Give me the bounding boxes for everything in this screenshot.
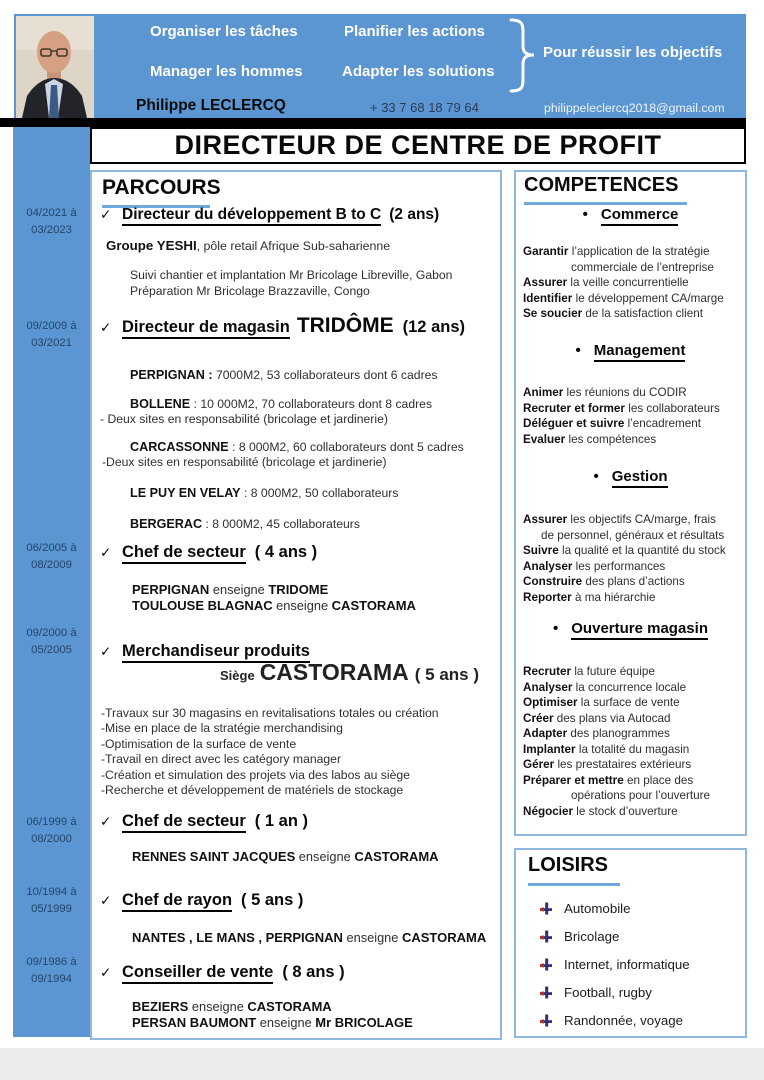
store-line: PERPIGNAN : 7000M2, 53 collaborateurs dont 6 cadres [130,368,438,382]
competence-line: Gérer les prestataires extérieurs [523,758,692,771]
hobby-item [540,922,690,950]
experience-title: ✓ Directeur du développement B to C (2 ans) [100,206,439,224]
date-range: 10/1994 à 05/1999 [26,886,77,915]
competence-line: opérations pour l’ouverture [571,789,711,802]
competence-subheading: • Commerce [516,206,745,224]
assignment-lines: BEZIERS enseigne CASTORAMA PERSAN BAUMONT enseigne Mr BRICOLAGE [132,999,413,1030]
store-line: - Deux sites en responsabilité (bricolage et jardinerie) [100,412,388,426]
experience-title: ✓ Merchandiseur produits [100,642,310,661]
competence-line: Recruter et former les collaborateurs [523,401,720,415]
task-line: -Travail en direct avec les catégory manager [101,752,342,767]
competence-line: Identifier le développement CA/marge [523,291,724,305]
experience-title: ✓ Chef de secteur ( 1 an ) [100,812,308,831]
check-icon: ✓ [100,545,112,561]
competence-line: Préparer et mettre en place des [523,773,694,787]
competence-lines [523,512,745,605]
email-address: philippeleclercq2018@gmail.com [544,101,725,115]
hobby-label: Football, rugby [564,984,652,1000]
header-phrase-planifier: Planifier les actions [344,23,485,40]
date-range: 09/1986 à 09/1994 [26,956,77,985]
task-line: -Mise en place de la stratégie merchandising [101,721,343,736]
document-title: DIRECTEUR DE CENTRE DE PROFIT [174,130,662,160]
assignment-lines: NANTES , LE MANS , PERPIGNAN enseigne CASTORAMA [132,930,487,945]
hobby-item [540,894,690,922]
competence-line: Déléguer et suivre l’encadrement [523,417,702,430]
competence-subheading: • Gestion [516,468,745,486]
competence-line: Construire des plans d’actions [523,575,685,588]
experience-details: Suivi chantier et implantation Mr Bricolage Libreville, Gabon Préparation Mr Bricolage Brazzaville, Congo [130,268,453,298]
header-phrase-manager: Manager les hommes [150,63,303,80]
task-line: -Optimisation de la surface de vente [101,736,297,751]
check-icon: ✓ [100,644,112,660]
header-phrase-organiser: Organiser les tâches [150,23,298,40]
assignment-lines: PERPIGNAN enseigne TRIDOME TOULOUSE BLAGNAC enseigne CASTORAMA [132,582,416,613]
competence-line: Suivre la qualité et la quantité du stock [523,544,726,557]
loisirs-heading: LOISIRS [528,854,609,876]
hobby-bullet-icon [540,1014,553,1027]
date-range: 06/2005 à 08/2009 [26,542,77,571]
task-line: -Création et simulation des projets via des labos au siège [101,767,410,782]
siege-line: Siège CASTORAMA ( 5 ans ) [220,659,480,685]
hobby-label: Bricolage [564,928,620,944]
competence-line: Se soucier de la satisfaction client [523,307,703,320]
person-name: Philippe LECLERCQ [136,97,286,114]
task-list [101,706,439,798]
competences-heading: COMPETENCES [524,174,679,196]
check-icon: ✓ [100,320,112,336]
experience-title: ✓ Chef de rayon ( 5 ans ) [100,891,303,910]
competence-line: de personnel, généraux et résultats [541,528,725,542]
competence-line: Animer les réunions du CODIR [523,386,687,399]
loisirs-panel [514,848,747,1038]
experience-title: ✓ Conseiller de vente ( 8 ans ) [100,963,345,982]
hobby-label: Internet, informatique [564,956,690,972]
heading-underline [524,202,687,205]
profile-photo [16,16,94,118]
document-title-box [90,127,746,164]
hobby-item [540,950,690,978]
competence-line: Analyser les performances [523,559,666,573]
check-icon: ✓ [100,814,112,830]
page-bottom-margin [0,1048,764,1080]
competence-line: Implanter la totalité du magasin [523,742,690,756]
hobby-list [540,894,690,1034]
bullet-icon: • [575,342,581,359]
competence-line: Adapter des planogrammes [523,727,670,740]
date-range: 04/2021 à 03/2023 [26,207,77,236]
task-line: -Travaux sur 30 magasins en revitalisations totales ou création [101,706,439,720]
hobby-label: Automobile [564,900,631,916]
check-icon: ✓ [100,965,112,981]
competence-line: Négocier le stock d’ouverture [523,804,678,818]
header [14,14,746,118]
competence-line: Evaluer les compétences [523,432,657,446]
competence-subheading: • Management [516,342,745,360]
store-line: BERGERAC : 8 000M2, 45 collaborateurs [130,517,360,531]
competence-line: Analyser la concurrence locale [523,680,687,694]
header-divider [0,118,746,127]
competence-line: Garantir l’application de la stratégie [523,245,710,258]
hobby-bullet-icon [540,902,553,915]
portrait-graphic [16,16,94,118]
date-range: 06/1999 à 08/2000 [26,816,77,845]
date-range: 09/2000 à 05/2005 [26,627,77,656]
competences-panel [514,170,747,836]
check-icon: ✓ [100,893,112,909]
competence-line: Assurer la veille concurrentielle [523,276,689,289]
header-goal: Pour réussir les objectifs [543,44,723,61]
heading-underline [528,883,620,886]
header-phrase-adapter: Adapter les solutions [342,63,495,80]
employer-line: Groupe YESHI, pôle retail Afrique Sub-saharienne [106,238,391,253]
parcours-heading: PARCOURS [102,176,221,199]
bullet-icon: • [593,468,599,485]
store-line: BOLLENE : 10 000M2, 70 collaborateurs dont 8 cadres [130,397,433,411]
competence-line: Créer des plans via Autocad [523,711,671,725]
brace-icon [506,16,538,96]
task-line: -Recherche et développement de matériels de stockage [101,783,404,798]
store-line: LE PUY EN VELAY : 8 000M2, 50 collaborateurs [130,486,399,500]
hobby-item [540,978,690,1006]
timeline-sidebar [13,127,90,1037]
date-range: 09/2009 à 03/2021 [26,320,77,349]
competence-line: Reporter à ma hiérarchie [523,590,656,604]
competence-lines [523,664,745,819]
assignment-lines: RENNES SAINT JACQUES enseigne CASTORAMA [132,849,439,864]
bullet-icon: • [553,620,559,637]
hobby-item [540,1006,690,1034]
experience-title: ✓ Directeur de magasin TRIDÔME (12 ans) [100,314,465,337]
competence-line: Assurer les objectifs CA/marge, frais [523,513,716,526]
competence-line: Optimiser la surface de vente [523,696,680,709]
competence-lines [523,244,745,322]
hobby-bullet-icon [540,986,553,999]
hobby-label: Randonnée, voyage [564,1012,684,1028]
competence-line: Recruter la future équipe [523,665,655,678]
store-line: CARCASSONNE : 8 000M2, 60 collaborateurs dont 5 cadres [130,440,464,454]
competence-line: commerciale de l’entreprise [571,260,714,274]
store-line: -Deux sites en responsabilité (bricolage et jardinerie) [102,455,387,469]
competence-lines [523,385,745,447]
phone-number: + 33 7 68 18 79 64 [370,100,479,115]
hobby-bullet-icon [540,958,553,971]
experience-title: ✓ Chef de secteur ( 4 ans ) [100,543,317,562]
check-icon: ✓ [100,207,112,223]
parcours-panel [90,170,502,1040]
competence-subheading: • Ouverture magasin [516,620,745,638]
hobby-bullet-icon [540,930,553,943]
bullet-icon: • [582,206,588,223]
